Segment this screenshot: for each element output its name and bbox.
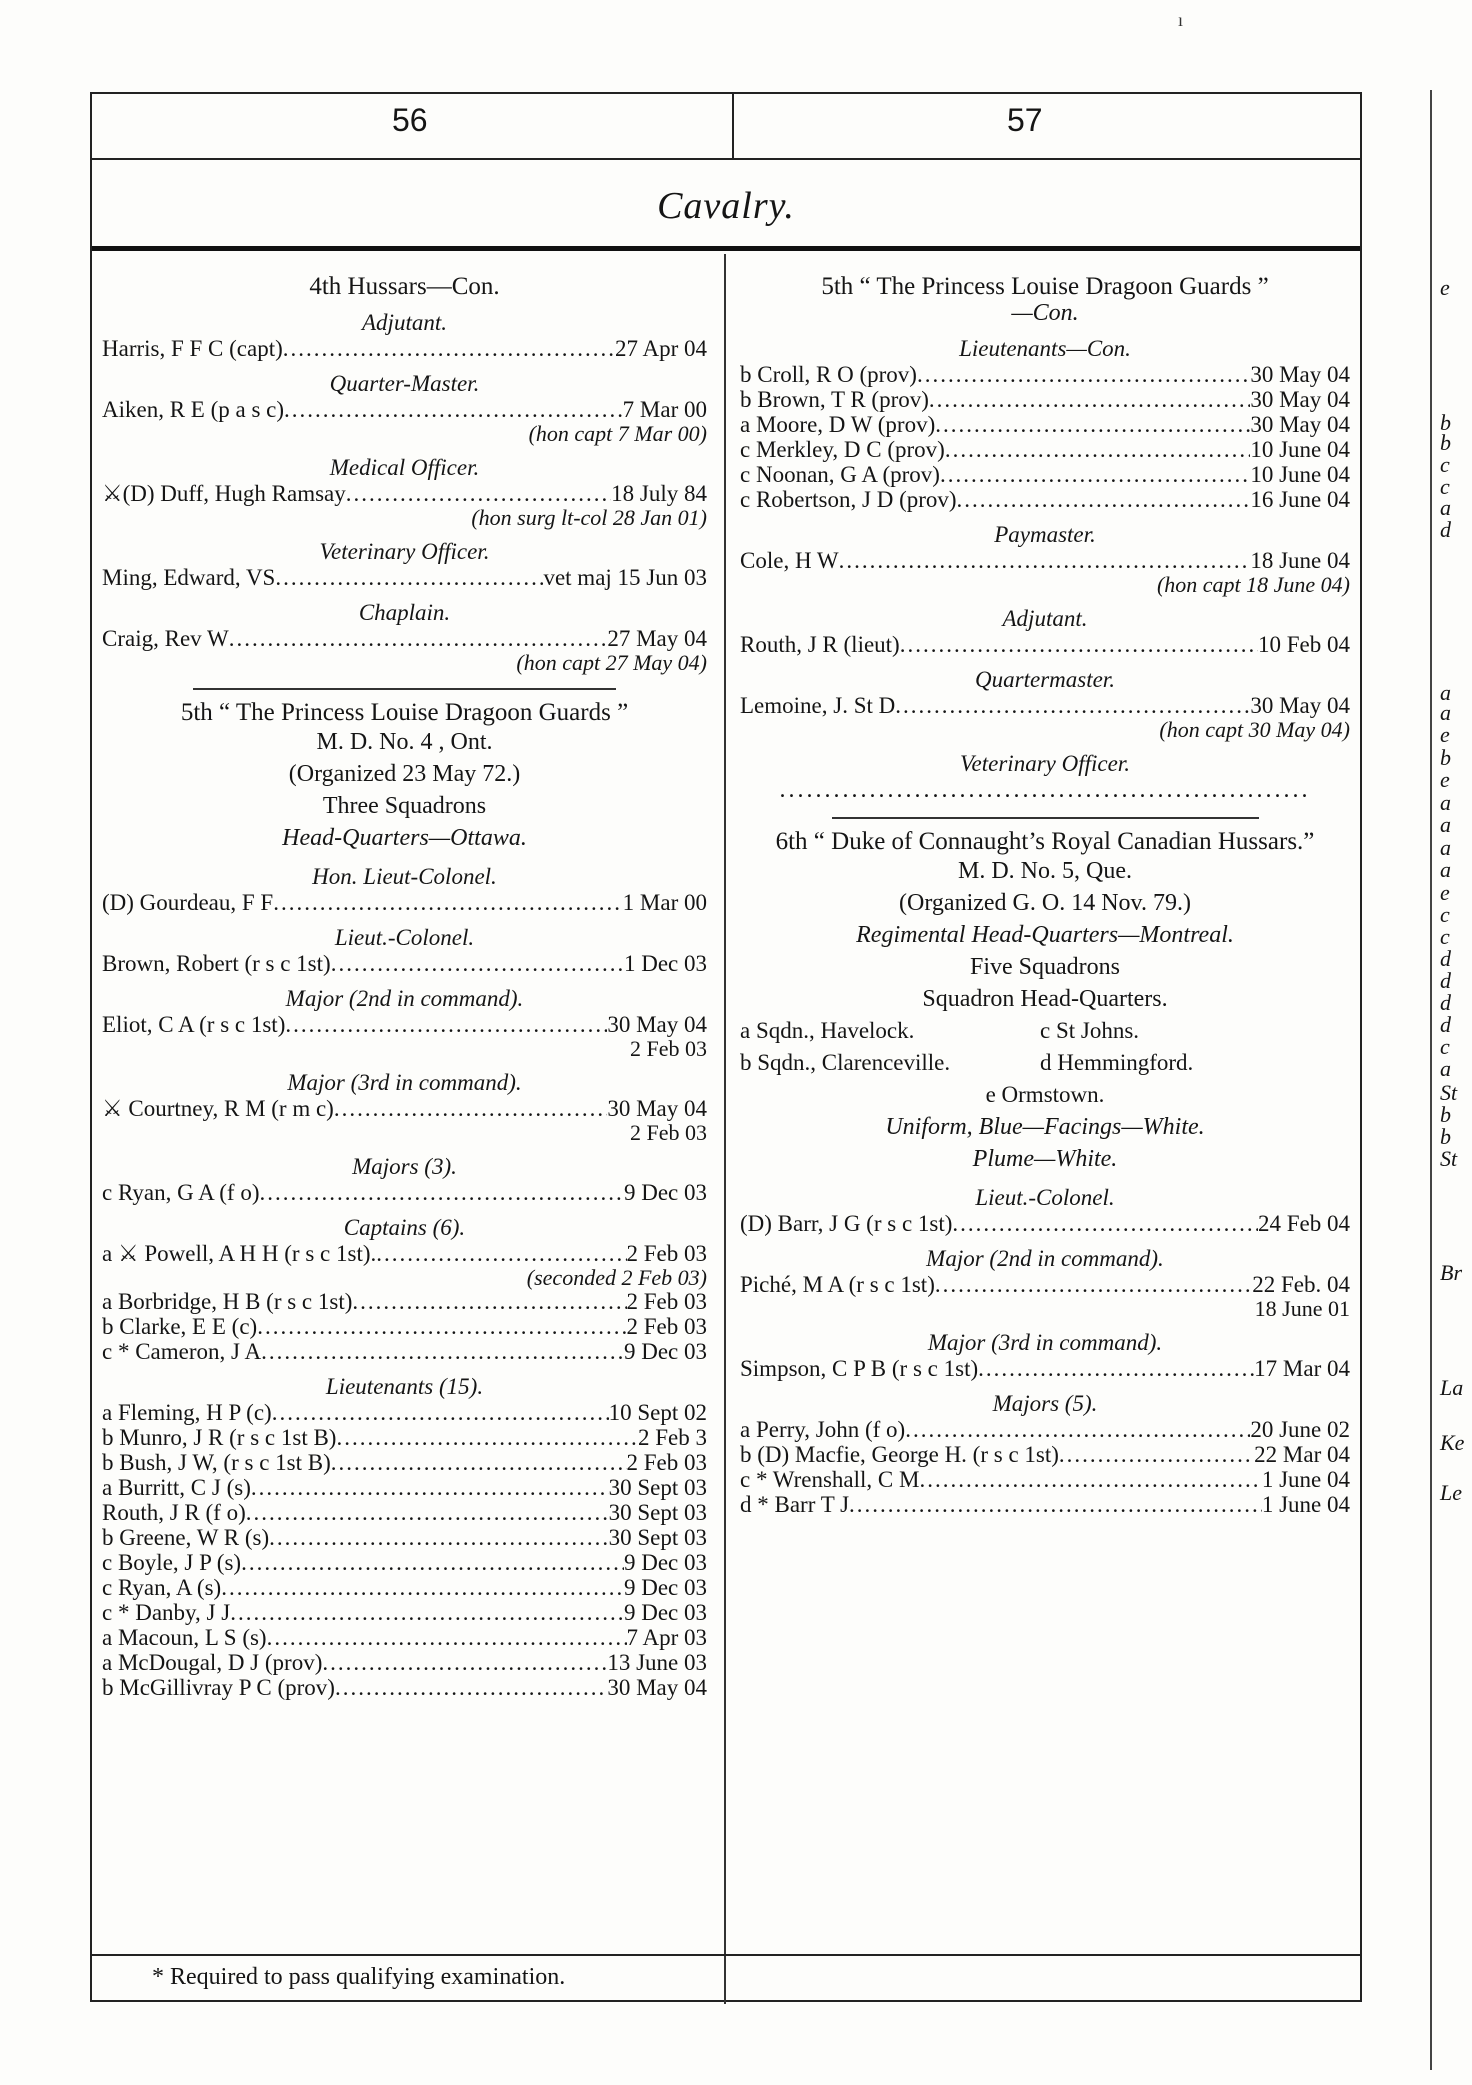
leader-dots xyxy=(331,951,624,976)
leader-dots xyxy=(257,1314,626,1339)
officer-entry xyxy=(740,632,1350,657)
leader-dots xyxy=(230,1600,624,1625)
edge-letter: Ke xyxy=(1440,1430,1465,1455)
officer-entry xyxy=(102,890,707,915)
officer-name: (D) Gourdeau, F F xyxy=(102,890,274,915)
officer-entry xyxy=(740,1467,1350,1492)
officer-name: a Fleming, H P (c) xyxy=(102,1400,272,1425)
leader-dots xyxy=(839,548,1251,573)
officer-date: 30 May 04 xyxy=(607,1096,707,1121)
officer-date: 9 Dec 03 xyxy=(623,1600,707,1625)
edge-letter: e xyxy=(1440,722,1450,747)
officer-entry xyxy=(740,437,1350,462)
footnote-rule xyxy=(92,1954,1360,1956)
officer-entry xyxy=(102,1525,707,1550)
officer-entry xyxy=(102,951,707,976)
officer-date: 27 Apr 04 xyxy=(615,336,707,361)
officer-name: a Moore, D W (prov) xyxy=(740,412,936,437)
leader-dots xyxy=(251,1475,609,1500)
officer-entry xyxy=(740,362,1350,387)
officer-name: a Burritt, C J (s) xyxy=(102,1475,251,1500)
page-number-left: 56 xyxy=(392,102,428,138)
unit-separator xyxy=(832,817,1259,819)
officer-name: a Perry, John (f o) xyxy=(740,1417,906,1442)
leader-dots xyxy=(331,1450,627,1475)
officer-entry xyxy=(740,387,1350,412)
edge-letter: c xyxy=(1440,474,1450,499)
officer-date: 2 Feb 3 xyxy=(638,1425,707,1450)
unit-heading: 5th “ The Princess Louise Dragoon Guards ” xyxy=(180,699,629,726)
officer-name: c * Wrenshall, C M xyxy=(740,1467,920,1492)
leader-dots xyxy=(284,397,623,422)
edge-letter: a xyxy=(1440,812,1451,837)
majors-title: Majors (3). xyxy=(352,1154,457,1179)
squadron-item: b Sqdn., Clarenceville. xyxy=(740,1050,951,1075)
squadron-item: d Hemmingford. xyxy=(1040,1050,1194,1075)
edge-letter: b xyxy=(1440,745,1451,770)
edge-letter: e xyxy=(1440,880,1450,905)
officer-date: 2 Feb 03 xyxy=(626,1450,707,1475)
officer-date: 2 Feb 03 xyxy=(626,1289,707,1314)
officer-date: 30 Sept 03 xyxy=(608,1500,707,1525)
unit-info-line: M. D. No. 5, Que. xyxy=(958,858,1132,884)
adjacent-page-edge xyxy=(1430,90,1472,2070)
leader-dots xyxy=(935,1272,1252,1297)
left-column xyxy=(102,266,707,1700)
officer-entry xyxy=(102,1096,707,1121)
edge-letter: a xyxy=(1440,680,1451,705)
adjutant-title: Adjutant. xyxy=(362,310,447,335)
leader-dots xyxy=(935,412,1250,437)
officer-name: c Boyle, J P (s) xyxy=(102,1550,242,1575)
leader-dots xyxy=(285,1012,607,1037)
officer-entry xyxy=(102,1400,707,1425)
officer-name: Piché, M A (r s c 1st) xyxy=(740,1272,935,1297)
majors-title: Majors (5). xyxy=(992,1391,1098,1416)
edge-letter: a xyxy=(1440,790,1451,815)
officer-date: 24 Feb 04 xyxy=(1258,1211,1350,1236)
officer-entry xyxy=(102,565,707,590)
leader-dots xyxy=(272,1400,609,1425)
officer-date: 1 June 04 xyxy=(1261,1492,1350,1517)
officer-date: 10 June 04 xyxy=(1250,437,1350,462)
leader-dots xyxy=(940,462,1250,487)
unit-headquarters: Head-Quarters—Ottawa. xyxy=(282,825,527,851)
unit-heading-cont: —Con. xyxy=(1011,300,1079,326)
officer-name: Aiken, R E (p a s c) xyxy=(102,397,285,422)
officer-entry xyxy=(102,1550,707,1575)
officer-subdate: 18 June 01 xyxy=(1254,1296,1350,1321)
veterinary-title: Veterinary Officer. xyxy=(319,539,490,564)
officer-date: 17 Mar 04 xyxy=(1254,1356,1350,1381)
majors-list xyxy=(740,1417,1350,1517)
officer-date: vet maj 15 Jun 03 xyxy=(543,565,707,590)
squadron-item: c St Johns. xyxy=(1040,1018,1140,1043)
lieutenants-title: Lieutenants—Con. xyxy=(959,336,1131,361)
leader-dots xyxy=(322,1650,607,1675)
leader-dots xyxy=(849,1492,1262,1517)
edge-letter: b xyxy=(1440,1124,1451,1149)
officer-name: Eliot, C A (r s c 1st) xyxy=(102,1012,286,1037)
captains-title: Captains (6). xyxy=(343,1215,466,1240)
edge-letter: Le xyxy=(1440,1480,1462,1505)
major-second-title: Major (2nd in command). xyxy=(926,1246,1164,1271)
officer-date: 30 Sept 03 xyxy=(608,1525,707,1550)
chaplain-title: Chaplain. xyxy=(358,600,451,625)
edge-letter: b xyxy=(1440,410,1451,435)
leader-dots xyxy=(229,626,608,651)
leader-dots xyxy=(978,1356,1254,1381)
officer-date: 13 June 03 xyxy=(607,1650,707,1675)
hon-lieut-colonel-title: Hon. Lieut-Colonel. xyxy=(312,864,497,889)
officer-name: c * Danby, J J xyxy=(102,1600,231,1625)
officer-name: ⚔ Courtney, R M (r m c) xyxy=(102,1096,334,1121)
unit-headquarters: Regimental Head-Quarters—Montreal. xyxy=(856,922,1234,948)
leader-dots xyxy=(241,1550,624,1575)
section-rule xyxy=(92,246,1360,251)
edge-letter: d xyxy=(1440,1012,1451,1037)
officer-date: 9 Dec 03 xyxy=(623,1339,707,1364)
officer-entry xyxy=(102,1012,707,1037)
officer-date: 9 Dec 03 xyxy=(623,1575,707,1600)
unit-info-line: Squadron Head-Quarters. xyxy=(922,986,1168,1012)
officer-name: Harris, F F C (capt) xyxy=(102,336,283,361)
edge-letter: St xyxy=(1440,1080,1458,1105)
leader-dots xyxy=(917,362,1250,387)
leader-dots xyxy=(273,890,622,915)
officer-name: Brown, Robert (r s c 1st) xyxy=(102,951,331,976)
major-second-title: Major (2nd in command). xyxy=(285,986,524,1011)
squadron-item: a Sqdn., Havelock. xyxy=(740,1018,915,1043)
officer-entry xyxy=(740,548,1350,573)
lieut-colonel-title: Lieut.-Colonel. xyxy=(975,1185,1115,1210)
scan-mark: ı xyxy=(1178,10,1184,30)
leader-dots xyxy=(261,1339,624,1364)
page-number-right: 57 xyxy=(1007,102,1043,138)
officer-date: 30 May 04 xyxy=(1250,693,1350,718)
officer-subdate: (hon capt 30 May 04) xyxy=(1159,717,1350,742)
officer-entry xyxy=(102,1339,707,1364)
officer-date: 2 Feb 03 xyxy=(626,1241,707,1266)
veterinary-title: Veterinary Officer. xyxy=(960,751,1130,776)
officer-entry xyxy=(102,1625,707,1650)
leader-dots xyxy=(895,693,1250,718)
edge-letter: e xyxy=(1440,767,1450,792)
page-frame xyxy=(90,92,1362,2002)
officer-date: 10 June 04 xyxy=(1250,462,1350,487)
officer-subdate: (hon capt 18 June 04) xyxy=(1156,572,1350,597)
officer-date: 27 May 04 xyxy=(607,626,707,651)
right-column xyxy=(740,266,1350,1517)
edge-letter: d xyxy=(1440,517,1451,542)
leader-dots xyxy=(376,1241,626,1266)
officer-date: 30 May 04 xyxy=(1250,412,1350,437)
officer-entry xyxy=(740,1442,1350,1467)
lieutenant-list xyxy=(102,1400,707,1700)
officer-date: 30 May 04 xyxy=(1250,387,1350,412)
officer-entry xyxy=(740,487,1350,512)
officer-date: 18 July 84 xyxy=(611,481,707,506)
leader-dots xyxy=(275,565,543,590)
officer-date: 1 June 04 xyxy=(1261,1467,1350,1492)
officer-subdate: (hon capt 27 May 04) xyxy=(516,650,707,675)
unit-heading: 5th “ The Princess Louise Dragoon Guards ” xyxy=(821,273,1269,300)
edge-letter: a xyxy=(1440,495,1451,520)
unit-separator xyxy=(193,688,617,690)
officer-entry xyxy=(740,693,1350,718)
officer-entry xyxy=(102,1475,707,1500)
officer-date: 30 May 04 xyxy=(607,1012,707,1037)
officer-name: c Noonan, G A (prov) xyxy=(740,462,940,487)
unit-info-line: (Organized G. O. 14 Nov. 79.) xyxy=(899,890,1191,916)
officer-subdate: (seconded 2 Feb 03) xyxy=(526,1265,707,1290)
lieut-colonel-title: Lieut.-Colonel. xyxy=(334,925,475,950)
officer-entry xyxy=(740,412,1350,437)
edge-letter: c xyxy=(1440,452,1450,477)
officer-date: 7 Mar 00 xyxy=(622,397,707,422)
officer-entry xyxy=(102,1500,707,1525)
paymaster-title: Paymaster. xyxy=(994,522,1096,547)
officer-entry xyxy=(102,1241,707,1266)
leader-dots xyxy=(346,481,611,506)
officer-date: 20 June 02 xyxy=(1250,1417,1350,1442)
edge-letter: a xyxy=(1440,835,1451,860)
officer-entry xyxy=(102,481,707,506)
officer-date: 16 June 04 xyxy=(1250,487,1350,512)
officer-subdate: 2 Feb 03 xyxy=(630,1120,707,1145)
officer-entry xyxy=(102,1289,707,1314)
officer-name: Cole, H W xyxy=(740,548,839,573)
section-title: Cavalry. xyxy=(657,185,795,227)
unit-heading: 4th Hussars—Con. xyxy=(309,273,500,300)
unit-info-line: Five Squadrons xyxy=(970,954,1120,980)
officer-date: 10 Feb 04 xyxy=(1258,632,1350,657)
unit-info-line: Three Squadrons xyxy=(322,793,487,819)
officer-name: Routh, J R (lieut) xyxy=(740,632,900,657)
officer-date: 22 Feb. 04 xyxy=(1252,1272,1350,1297)
leader-dots xyxy=(1059,1442,1254,1467)
adjutant-title: Adjutant. xyxy=(1002,606,1088,631)
officer-name: b Clarke, E E (c) xyxy=(102,1314,258,1339)
edge-letter: St xyxy=(1440,1146,1458,1171)
officer-name: c Robertson, J D (prov) xyxy=(740,487,957,512)
leader-dots xyxy=(352,1289,626,1314)
leader-dots xyxy=(260,1180,624,1205)
officer-entry xyxy=(102,1575,707,1600)
officer-entry xyxy=(102,1650,707,1675)
officer-entry xyxy=(102,1600,707,1625)
leader-dots xyxy=(905,1417,1250,1442)
unit-info-line: (Organized 23 May 72.) xyxy=(288,761,521,787)
major-third-title: Major (3rd in command). xyxy=(927,1330,1163,1355)
plume-line: Plume—White. xyxy=(972,1146,1118,1172)
leader-dots xyxy=(336,1425,638,1450)
quartermaster-title: Quarter-Master. xyxy=(329,371,480,396)
officer-name: b Munro, J R (r s c 1st B) xyxy=(102,1425,337,1450)
leader-dots xyxy=(945,437,1251,462)
leader-dots xyxy=(221,1575,624,1600)
officer-name: b (D) Macfie, George H. (r s c 1st) xyxy=(740,1442,1059,1467)
vacant-dotline: ........................................................... xyxy=(779,777,1311,803)
officer-name: Simpson, C P B (r s c 1st) xyxy=(740,1356,979,1381)
edge-letter: a xyxy=(1440,857,1451,882)
officer-date: 10 Sept 02 xyxy=(608,1400,707,1425)
column-divider xyxy=(724,254,726,2004)
leader-dots xyxy=(334,1096,607,1121)
edge-letter: a xyxy=(1440,1056,1451,1081)
officer-date: 2 Feb 03 xyxy=(626,1314,707,1339)
officer-name: Ming, Edward, VS xyxy=(102,565,276,590)
officer-entry xyxy=(102,1450,707,1475)
edge-letter: c xyxy=(1440,902,1450,927)
officer-name: b Croll, R O (prov) xyxy=(740,362,917,387)
officer-date: 9 Dec 03 xyxy=(623,1550,707,1575)
squadron-item: e Ormstown. xyxy=(985,1082,1105,1107)
leader-dots xyxy=(269,1525,608,1550)
officer-entry xyxy=(740,1272,1350,1297)
officer-name: Lemoine, J. St D xyxy=(740,693,896,718)
officer-name: c Merkley, D C (prov) xyxy=(740,437,945,462)
leader-dots xyxy=(919,1467,1261,1492)
unit-info-line: M. D. No. 4 , Ont. xyxy=(316,729,493,755)
page-number-row xyxy=(92,94,1360,160)
officer-name: a ⚔ Powell, A H H (r s c 1st). xyxy=(102,1241,377,1266)
leader-dots xyxy=(246,1500,609,1525)
officer-name: d * Barr T J xyxy=(740,1492,850,1517)
officer-date: 30 Sept 03 xyxy=(608,1475,707,1500)
edge-letter: c xyxy=(1440,1034,1450,1059)
officer-entry xyxy=(740,1417,1350,1442)
squadron-list xyxy=(740,1015,1350,1111)
leader-dots xyxy=(900,632,1258,657)
officer-name: a Macoun, L S (s) xyxy=(102,1625,267,1650)
officer-date: 30 May 04 xyxy=(1250,362,1350,387)
officer-date: 30 May 04 xyxy=(607,1675,707,1700)
officer-name: b Bush, J W, (r s c 1st B) xyxy=(102,1450,331,1475)
edge-letter: b xyxy=(1440,430,1451,455)
officer-name: c Ryan, G A (f o) xyxy=(102,1180,260,1205)
officer-name: b Brown, T R (prov) xyxy=(740,387,929,412)
uniform-line: Uniform, Blue—Facings—White. xyxy=(885,1114,1205,1140)
officer-name: b McGillivray P C (prov) xyxy=(102,1675,335,1700)
officer-name: a McDougal, D J (prov) xyxy=(102,1650,323,1675)
officer-entry xyxy=(740,462,1350,487)
leader-dots xyxy=(929,387,1250,412)
officer-date: 1 Mar 00 xyxy=(622,890,707,915)
edge-letter: c xyxy=(1440,924,1450,949)
edge-letter: d xyxy=(1440,946,1451,971)
officer-date: 22 Mar 04 xyxy=(1254,1442,1350,1467)
lieutenant-list xyxy=(740,362,1350,512)
officer-subdate: (hon surg lt-col 28 Jan 01) xyxy=(471,505,707,530)
officer-date: 9 Dec 03 xyxy=(623,1180,707,1205)
officer-name: c * Cameron, J A xyxy=(102,1339,262,1364)
edge-letter: d xyxy=(1440,968,1451,993)
officer-name: ⚔(D) Duff, Hugh Ramsay xyxy=(102,481,346,506)
major-third-title: Major (3rd in command). xyxy=(287,1070,522,1095)
officer-subdate: (hon capt 7 Mar 00) xyxy=(528,421,707,446)
officer-entry xyxy=(102,1314,707,1339)
officer-entry xyxy=(102,397,707,422)
officer-entry xyxy=(102,1425,707,1450)
officer-name: a Borbridge, H B (r s c 1st) xyxy=(102,1289,353,1314)
officer-date: 1 Dec 03 xyxy=(623,951,707,976)
leader-dots xyxy=(283,336,615,361)
leader-dots xyxy=(267,1625,627,1650)
edge-letter: d xyxy=(1440,990,1451,1015)
edge-letter: b xyxy=(1440,1102,1451,1127)
leader-dots xyxy=(335,1675,607,1700)
officer-entry xyxy=(740,1211,1350,1236)
medical-officer-title: Medical Officer. xyxy=(329,455,480,480)
leader-dots xyxy=(952,1211,1258,1236)
officer-name: c Ryan, A (s) xyxy=(102,1575,222,1600)
edge-letter: La xyxy=(1440,1375,1464,1400)
quartermaster-title: Quartermaster. xyxy=(975,667,1115,692)
edge-letter: a xyxy=(1440,700,1451,725)
lieutenants-title: Lieutenants (15). xyxy=(325,1374,484,1399)
officer-entry xyxy=(102,336,707,361)
officer-name: Routh, J R (f o) xyxy=(102,1500,246,1525)
officer-entry xyxy=(102,1180,707,1205)
footnote: * Required to pass qualifying examination. xyxy=(152,1964,566,1990)
edge-letter: Br xyxy=(1440,1260,1462,1285)
page-number-divider xyxy=(732,94,734,158)
officer-date: 18 June 04 xyxy=(1250,548,1350,573)
officer-name: b Greene, W R (s) xyxy=(102,1525,270,1550)
edge-letter: e xyxy=(1440,275,1450,300)
leader-dots xyxy=(957,487,1251,512)
officer-entry xyxy=(740,1356,1350,1381)
officer-date: 7 Apr 03 xyxy=(626,1625,707,1650)
officer-entry xyxy=(102,1675,707,1700)
unit-heading: 6th “ Duke of Connaught’s Royal Canadian Hussars.” xyxy=(775,828,1315,855)
officer-name: Craig, Rev W xyxy=(102,626,229,651)
officer-subdate: 2 Feb 03 xyxy=(630,1036,707,1061)
officer-entry xyxy=(102,626,707,651)
officer-name: (D) Barr, J G (r s c 1st) xyxy=(740,1211,953,1236)
officer-entry xyxy=(740,1492,1350,1517)
